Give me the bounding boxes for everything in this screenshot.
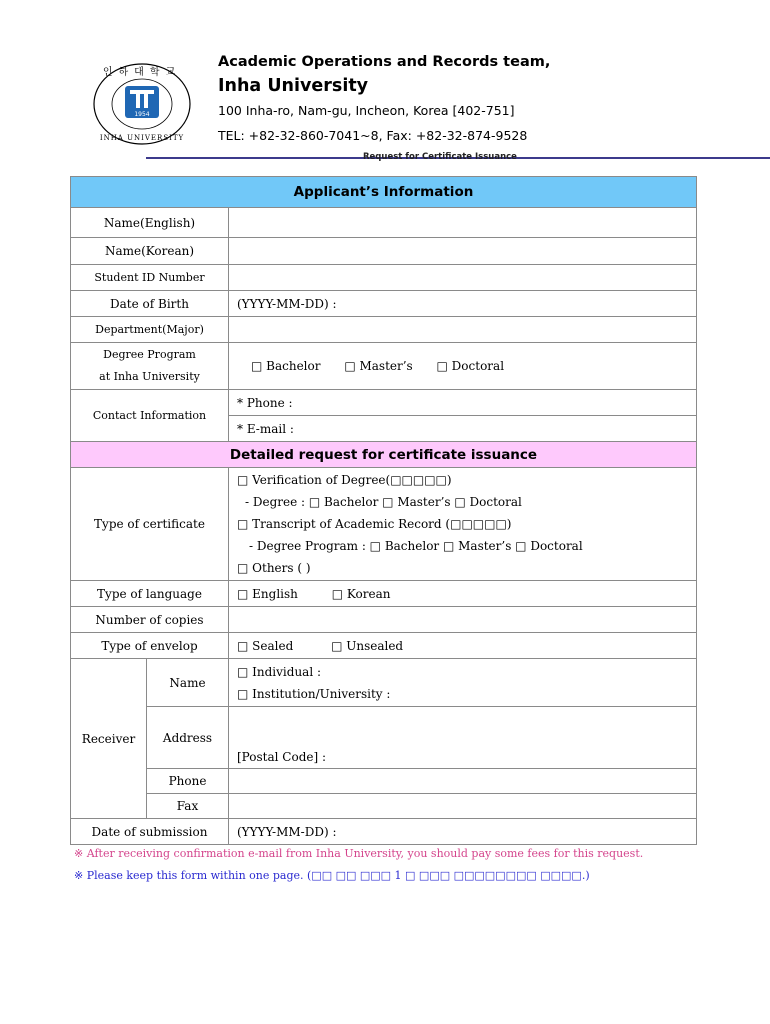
receiver-fax-field[interactable] [229, 794, 697, 819]
receiver-name-options [229, 659, 697, 707]
language-label: Type of language [71, 581, 229, 607]
program-line[interactable]: - Degree Program : □ Bachelor □ Master’s □ Doctoral [249, 539, 583, 553]
degree-bachelor-checkbox[interactable]: □ Bachelor [251, 359, 321, 373]
language-options [229, 581, 697, 607]
degree-program-line2: at Inha University [99, 370, 200, 383]
department-field[interactable] [229, 317, 697, 343]
degree-program-line1: Degree Program [103, 348, 196, 361]
degree-program-options [229, 343, 697, 390]
degree-masters-checkbox[interactable]: □ Master’s [344, 359, 413, 373]
dob-label: Date of Birth [71, 291, 229, 317]
korean-checkbox[interactable]: □ Korean [331, 586, 391, 601]
logo-year: 1954 [134, 111, 150, 118]
student-id-field[interactable] [229, 265, 697, 291]
degree-program-label [71, 343, 229, 390]
receiver-phone-label: Phone [147, 769, 229, 794]
receiver-name-label: Name [147, 659, 229, 707]
institution-checkbox[interactable]: □ Institution/University : [237, 686, 391, 701]
email-field[interactable]: * E-mail : [229, 416, 697, 442]
submission-label: Date of submission [71, 819, 229, 845]
svg-text:인하대학교: 인하대학교 [102, 67, 182, 78]
contact-label: Contact Information [71, 390, 229, 442]
verification-checkbox[interactable]: □ Verification of Degree(□□□□□) [237, 473, 452, 487]
unsealed-checkbox[interactable]: □ Unsealed [331, 638, 404, 653]
phone-field[interactable]: * Phone : [229, 390, 697, 416]
receiver-address-field[interactable]: [Postal Code] : [229, 707, 697, 769]
contact-line: TEL: +82-32-860-7041~8, Fax: +82-32-874-9528 [218, 128, 528, 143]
applicant-section-title: Applicant’s Information [71, 177, 697, 208]
university-name: Inha University [218, 76, 369, 96]
copies-label: Number of copies [71, 607, 229, 633]
team-name: Academic Operations and Records team, [218, 54, 551, 70]
request-section-title: Detailed request for certificate issuance [71, 442, 697, 468]
address-line: 100 Inha-ro, Nam-gu, Incheon, Korea [402-751] [218, 103, 515, 118]
receiver-label: Receiver [71, 659, 147, 819]
copies-field[interactable] [229, 607, 697, 633]
envelop-options [229, 633, 697, 659]
receiver-fax-label: Fax [147, 794, 229, 819]
receiver-address-label: Address [147, 707, 229, 769]
one-page-note: ※ Please keep this form within one page. (□□ □□ □□□ 1 □ □□□ □□□□□□□□ □□□□.) [74, 869, 590, 882]
request-form-table [70, 176, 697, 845]
dob-field[interactable]: (YYYY-MM-DD) : [229, 291, 697, 317]
certificate-type-label: Type of certificate [71, 468, 229, 581]
receiver-phone-field[interactable] [229, 769, 697, 794]
submission-field[interactable]: (YYYY-MM-DD) : [229, 819, 697, 845]
name-english-label: Name(English) [71, 208, 229, 238]
others-checkbox[interactable]: □ Others ( ) [237, 561, 311, 575]
sealed-checkbox[interactable]: □ Sealed [237, 638, 294, 653]
degree-doctoral-checkbox[interactable]: □ Doctoral [436, 359, 505, 373]
department-label: Department(Major) [71, 317, 229, 343]
form-title: Request for Certificate Issuance [363, 152, 517, 162]
svg-text:INHA UNIVERSITY: INHA UNIVERSITY [99, 134, 185, 142]
name-korean-field[interactable] [229, 238, 697, 265]
individual-checkbox[interactable]: □ Individual : [237, 664, 322, 679]
certificate-type-options [229, 468, 697, 581]
university-logo [92, 62, 192, 146]
name-english-field[interactable] [229, 208, 697, 238]
name-korean-label: Name(Korean) [71, 238, 229, 265]
envelop-label: Type of envelop [71, 633, 229, 659]
english-checkbox[interactable]: □ English [237, 586, 298, 601]
degree-line[interactable]: - Degree : □ Bachelor □ Master’s □ Doctoral [245, 495, 522, 509]
fee-note: ※ After receiving confirmation e-mail from Inha University, you should pay some fees for this request. [74, 847, 644, 860]
student-id-label: Student ID Number [71, 265, 229, 291]
transcript-checkbox[interactable]: □ Transcript of Academic Record (□□□□□) [237, 517, 512, 531]
